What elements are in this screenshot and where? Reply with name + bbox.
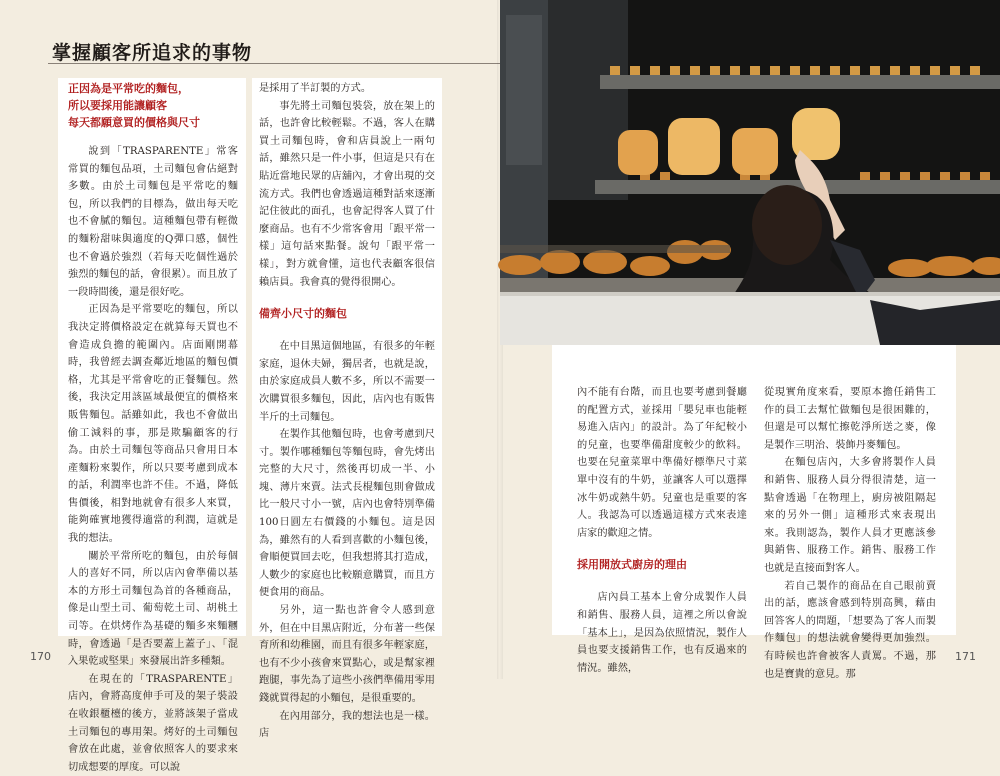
body-paragraph: 從現實角度來看，要原本擔任銷售工作的員工去幫忙做麵包是很困難的，但還是可以幫忙擦乾淨所送之麥，像是製作三明治、裝飾丹麥麵包。 xyxy=(764,387,936,451)
callout-heading-line: 所以要採用能讓顧客 xyxy=(68,99,167,112)
section-heading: 備齊小尺寸的麵包 xyxy=(259,307,347,321)
body-paragraph: 另外，這一點也許會令人感到意外，但在中目黑店附近，分布著一些保育所和幼稚園，而且有很多年輕家庭，也有不少小孩會來買點心，或是幫家裡跑腿，事先為了這些小孩們準備用零用錢就買得起的小麵包，是很重要的。 xyxy=(259,605,435,704)
column-b xyxy=(259,80,435,743)
column-c xyxy=(577,384,747,677)
body-paragraph: 正因為是平常要吃的麵包，所以我決定將價格設定在就算每天買也不會造成負擔的範圍內。店面剛開幕時，我曾經去調查鄰近地區的麵包價格，尤其是平常會吃的正餐麵包。然後，我決定用該區域最便宜的價格來販售麵包。話雖如此，我也不會做出偷工減料的事，那是欺騙顧客的行為。由於土司麵包等商品只會用日本產麵粉來製作，所以只要考慮到成本的話，利潤率也許不佳。不過，降低售價後，相對地就會有很多人來買，能夠確實地獲得適當的利潤，這就是我的想法。 xyxy=(68,304,238,545)
body-paragraph: 關於平常所吃的麵包，由於每個人的喜好不同，所以店內會準備以基本的方形土司麵包為首的各種商品，像是山型土司、葡萄乾土司、胡桃土司等。在烘烤作為基礎的麵多來麵糰時，會透過「是否要蓋上蓋子」、「混入果乾或堅果」來發展出許多種類。 xyxy=(68,550,238,668)
column-d xyxy=(764,384,936,683)
section-heading: 採用開放式廚房的理由 xyxy=(577,558,687,572)
body-paragraph: 事先將土司麵包裝袋，放在架上的話，也許會比較輕鬆。不過，客人在購買土司麵包時，會和店員說上一兩句話，雖然只是一件小事，但這是只有在貼近當地民眾的店舖內，才會出現的交流方式。我們也會透過這種對話來逐漸記住彼此的面孔，也會記得客人買了什麼商品。也有不少常客會用「跟平常一樣」這句話來點餐。說句「跟平常一樣」，對方就會懂，這也代表顧客很信賴店員。我會真的覺得很開心。 xyxy=(259,100,435,288)
body-paragraph: 在現在的「TRASPARENTE」店內，會將高度伸手可及的架子裝設在收銀櫃檯的後方，並將該架子當成土司麵包的專用架。烤好的土司麵包會放在此處，並會依照客人的要求來切成想要的厚度。可以說 xyxy=(68,673,238,773)
title-rule xyxy=(48,63,500,64)
column-a xyxy=(68,80,238,776)
chapter-title: 掌握顧客所追求的事物 xyxy=(52,42,253,64)
page-number-right: 171 xyxy=(955,650,976,663)
body-paragraph: 在內用部分，我的想法也是一樣。店 xyxy=(259,710,435,740)
body-paragraph: 若自己製作的商品在自己眼前賣出的話，應該會感到特別高興，藉由回答客人的問題，「想要為了客人而製作麵包」的想法就會變得更加強烈。有時候也許會被客人責罵。不過，那也是寶貴的意見。那 xyxy=(764,580,936,680)
body-paragraph: 在製作其他麵包時，也會考慮到尺寸。製作哪種麵包等麵包時，會先烤出完整的大尺寸，然後再切成一半、小塊、薄片來賣。法式長棍麵包則會做成比一般尺寸小一號，店內也會特別準備100日圓左右價錢的小麵包。這是因為，雖然有的人看到喜歡的小麵包後，會順便買回去吃，但我想將其打造成，人數少的家庭也比較願意購買，而且方便食用的商品。 xyxy=(259,429,435,599)
page-number-left: 170 xyxy=(30,650,51,663)
callout-heading-line: 正因為是平常吃的麵包， xyxy=(68,82,189,95)
body-paragraph: 店內員工基本上會分成製作人員和銷售、服務人員，這裡之所以會說「基本上」，是因為依照情況，製作人員也要支援銷售工作，也有反過來的情況。雖然， xyxy=(577,592,747,674)
body-paragraph: 是採用了半訂製的方式。 xyxy=(259,83,372,94)
body-paragraph: 內不能有台階，而且也要考慮到餐廳的配置方式，並採用「嬰兒車也能輕易進入店內」的設計。為了年紀較小的兒童，也要準備甜度較少的飲料。也要在兒童菜單中準備好標準尺寸菜單中沒有的牛奶，並讓客人可以選擇冰牛奶或熱牛奶。兒童也是重要的客人。我認為可以透過這樣方式來表達店家的歡迎之情。 xyxy=(577,387,747,539)
callout-heading-line: 每天都願意買的價格與尺寸 xyxy=(68,116,200,129)
body-paragraph: 在中目黑這個地區，有很多的年輕家庭，退休夫婦，獨居者，也就是說，由於家庭成員人數不多，所以不需要一次購買很多麵包，因此，店內也有販售半斤的土司麵包。 xyxy=(259,341,435,423)
bakery-photo xyxy=(500,0,1000,345)
callout-heading xyxy=(68,80,238,131)
body-paragraph: 在麵包店內，大多會將製作人員和銷售、服務人員分得很清楚，這一點會透過「在物理上，廚房被阻隔起來的另外一側」這種形式來表現出來。我則認為，製作人員才更應該參與銷售、服務工作。銷售、服務工作也就是直接面對客人。 xyxy=(764,457,936,574)
body-paragraph: 說到「TRASPARENTE」常客常買的麵包品項，土司麵包會佔絕對多數。由於土司麵包是平常吃的麵包，所以我們的目標為，做出每天吃也不會膩的麵包。這種麵包帶有輕微的麵粉甜味與適度的Q彈口感，個性也不會過於強烈（若每天吃個性過於強烈的麵包的話，會很累）。而且放了一段時間後，還是很好吃。 xyxy=(68,146,238,298)
